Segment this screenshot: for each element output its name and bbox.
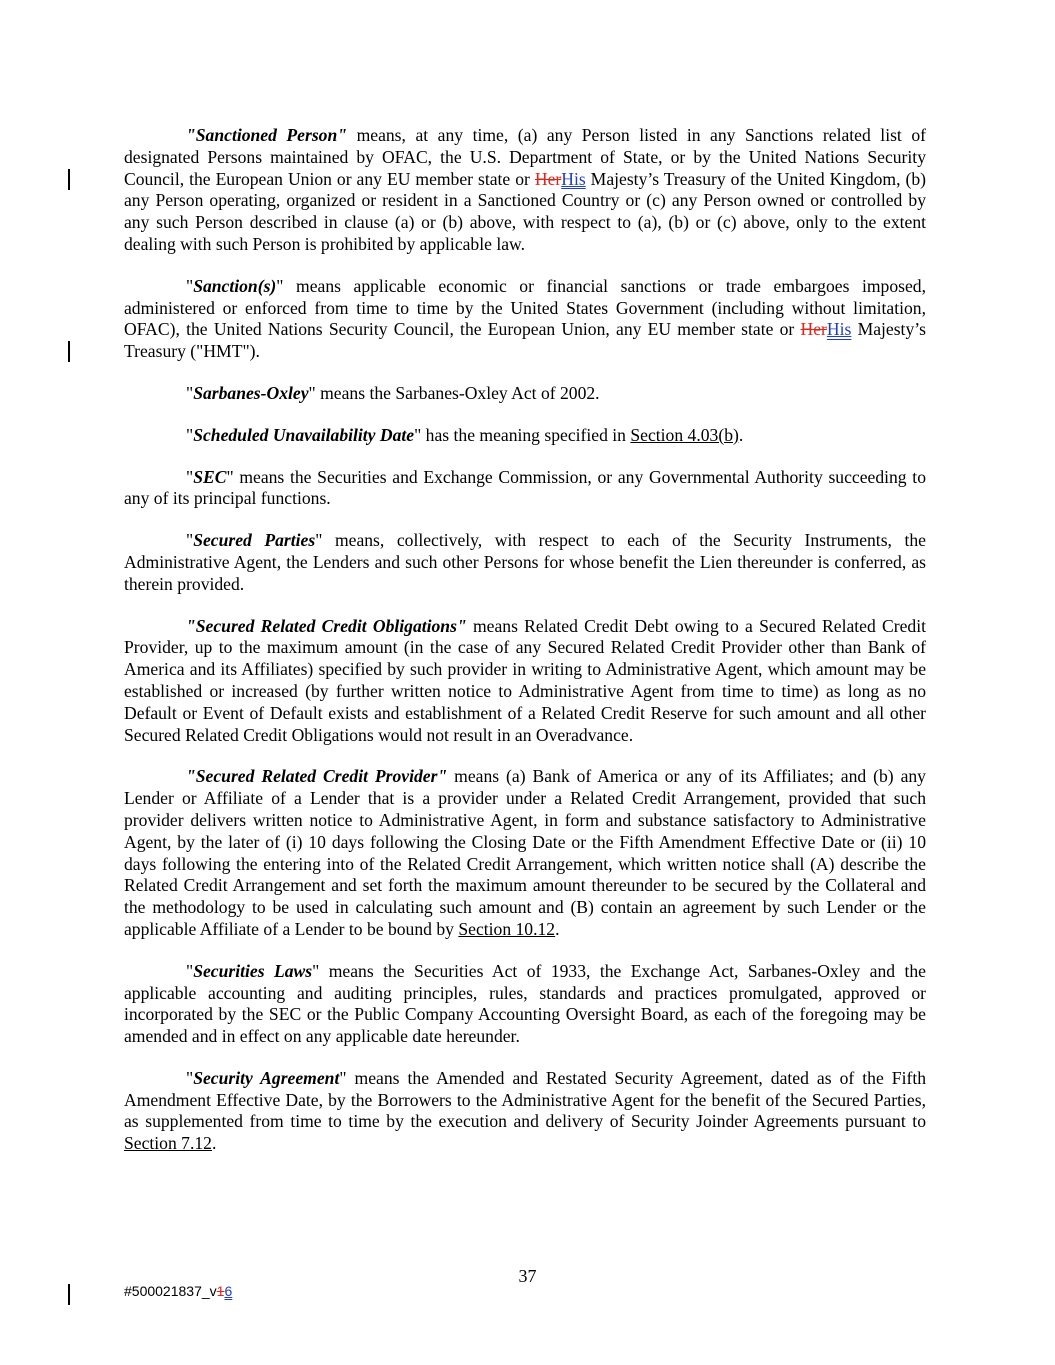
defined-term: "Secured Related Credit Provider"	[186, 766, 448, 787]
defined-term: Securities Laws	[193, 960, 313, 981]
quote-mark: "	[186, 1067, 194, 1088]
doc-id-deleted: 1	[216, 1283, 225, 1299]
definition-sanctioned-person	[124, 125, 926, 256]
change-bar	[68, 169, 70, 190]
definition-text: " means the Sarbanes-Oxley Act of 2002.	[308, 382, 600, 403]
defined-term: SEC	[193, 466, 227, 487]
quote-mark: "	[186, 424, 194, 445]
inserted-text: His	[826, 319, 852, 340]
deleted-text: Her	[800, 319, 827, 340]
defined-term: Scheduled Unavailability Date	[193, 424, 415, 445]
definition-text: Majesty’s Treasury of the United Kingdom, (b) any Person operating, organized or resident in a Sanctioned Country or (c) any Person owned or controlled by any such Person described in clause (a) or (b) above, with respect to (a), (b) or (c) above, only to the extent dealing with such Person is prohibited by applicable law.	[124, 168, 926, 254]
section-reference-link[interactable]: Section 4.03(b)	[630, 424, 739, 445]
document-body	[124, 125, 926, 1175]
doc-id-prefix: #500021837_v	[124, 1283, 217, 1299]
definition-sec	[124, 467, 926, 511]
document-id	[124, 1283, 232, 1299]
quote-mark: "	[186, 382, 194, 403]
definition-text: " means the Securities Act of 1933, the Exchange Act, Sarbanes-Oxley and the applicable accounting and auditing principles, rules, standards and practices promulgated, approved or incorporated by the SEC or the Public Company Accounting Oversight Board, as each of the foregoing may be amended and in effect on any applicable date hereunder.	[124, 960, 926, 1047]
quote-mark: "	[186, 530, 194, 551]
quote-mark: "	[186, 275, 194, 296]
definition-text: means Related Credit Debt owing to a Secured Related Credit Provider, up to the maximum amount (in the case of any Secured Related Credit Provider other than Bank of America and its Affiliates) specified by such provider in writing to Administrative Agent, which amount may be established or increased (by further written notice to Administrative Agent from time to time) as long as no Default or Event of Default exists and establishment of a Related Credit Reserve for such amount and all other Secured Related Credit Obligations would not result in an Overadvance.	[124, 615, 926, 745]
section-reference-link[interactable]: Section 7.12	[124, 1133, 212, 1154]
deleted-text: Her	[534, 168, 562, 189]
quote-mark: "	[186, 466, 194, 487]
change-bar	[68, 341, 70, 362]
definition-text: " means the Amended and Restated Security Agreement, dated as of the Fifth Amendment Effective Date, by the Borrowers to the Administrative Agent for the benefit of the Secured Parties, as supplemented from time to time by the execution and delivery of Security Joinder Agreements pursuant to	[124, 1067, 926, 1132]
doc-id-inserted: 6	[224, 1283, 233, 1299]
definition-sanctions	[124, 276, 926, 363]
quote-mark: "	[186, 960, 194, 981]
definition-secured-related-credit-obligations	[124, 616, 926, 747]
definition-text: .	[738, 424, 744, 445]
definition-sarbanes-oxley	[124, 383, 926, 405]
definition-text: Majesty’s Treasury ("HMT").	[124, 319, 926, 362]
definition-securities-laws	[124, 961, 926, 1048]
definition-text: " means applicable economic or financial sanctions or trade embargoes imposed, administered or enforced from time to time by the United States Government (including without limitation, OFAC), the United Nations Security Council, the European Union, any EU member state or	[124, 275, 926, 340]
definition-text: " means, collectively, with respect to each of the Security Instruments, the Administrative Agent, the Lenders and such other Persons for whose benefit the Lien thereunder is conferred, as therein provided.	[124, 530, 926, 594]
definition-text: means, at any time, (a) any Person listed in any Sanctions related list of designated Persons maintained by OFAC, the U.S. Department of State, or by the United Nations Security Council, the European Union or any EU member state or	[124, 125, 927, 189]
defined-term: Sanction(s)	[193, 275, 277, 296]
change-bar	[68, 1284, 70, 1305]
definition-text: " has the meaning specified in	[414, 424, 631, 445]
definition-text: " means the Securities and Exchange Commission, or any Governmental Authority succeeding to any of its principal functions.	[124, 466, 926, 509]
definition-scheduled-unavailability-date	[124, 425, 926, 447]
defined-term: Secured Parties	[193, 530, 316, 551]
definition-secured-related-credit-provider	[124, 766, 926, 940]
page-number: 37	[518, 1266, 537, 1286]
definition-secured-parties	[124, 530, 926, 595]
definition-text: means (a) Bank of America or any of its Affiliates; and (b) any Lender or Affiliate of a Lender that is a provider under a Related Credit Arrangement, provided that such provider delivers written notice to Administrative Agent, in form and substance satisfactory to Administrative Agent, by the later of (i) 10 days following the Closing Date or the Fifth Amendment Effective Date or (ii) 10 days following the entering into of the Related Credit Arrangement, which written notice shall (A) describe the Related Credit Arrangement and set forth the maximum amount thereunder to be secured by the Collateral and the methodology to be used in calculating such amount and (B) contain an agreement by such Lender or the applicable Affiliate of a Lender to be bound by	[124, 766, 926, 939]
defined-term: Sarbanes-Oxley	[193, 382, 309, 403]
definition-security-agreement	[124, 1068, 926, 1155]
section-reference-link[interactable]: Section 10.12	[458, 918, 556, 939]
definition-text: .	[555, 918, 560, 939]
defined-term: Security Agreement	[193, 1067, 340, 1088]
defined-term: "Secured Related Credit Obligations"	[186, 615, 467, 636]
defined-term: "Sanctioned Person"	[186, 125, 348, 145]
definition-text: .	[211, 1133, 217, 1154]
inserted-text: His	[561, 168, 586, 189]
